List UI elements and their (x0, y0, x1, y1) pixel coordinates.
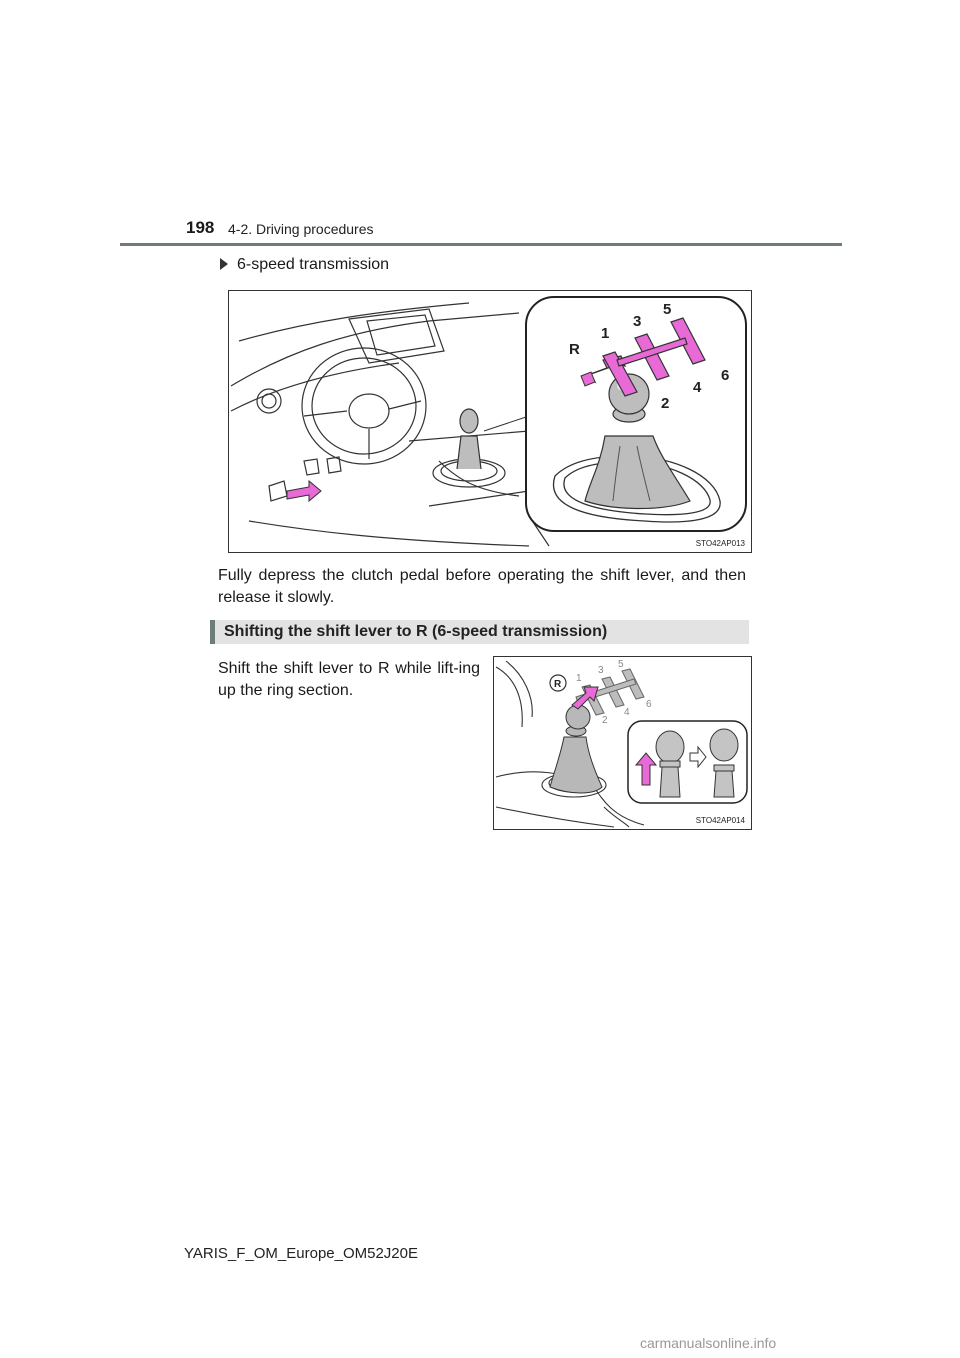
gear-label: 3 (598, 665, 604, 676)
gear-label: R (554, 679, 562, 690)
page-number: 198 (186, 218, 215, 237)
gear-label: 4 (624, 707, 630, 718)
gear-label: 5 (618, 659, 624, 670)
instruction-text: Fully depress the clutch pedal before operating the shift lever, and then release it slowly. (218, 567, 746, 606)
subsection-label: 6-speed transmission (237, 256, 390, 273)
triangle-bullet-icon (220, 258, 228, 270)
figure-code: STO42AP013 (695, 539, 745, 548)
subheading-bar (210, 620, 749, 644)
gear-label: 1 (576, 673, 582, 684)
gear-label: 1 (601, 325, 610, 342)
subsection-bullet (220, 256, 389, 274)
gear-label: 3 (633, 313, 642, 330)
manual-id-footer: YARIS_F_OM_Europe_OM52J20E (184, 1245, 419, 1262)
gear-label: 4 (693, 379, 702, 396)
gear-label: 6 (646, 699, 652, 710)
header-rule (120, 243, 842, 246)
gear-label: 2 (661, 395, 670, 412)
reverse-instruction-text: Shift the shift lever to R while lift-ing up the ring section. (218, 660, 480, 699)
shift-pattern-inset (525, 296, 747, 532)
clutch-arrow-icon (287, 481, 321, 501)
gear-label: 6 (721, 367, 730, 384)
gear-label: 2 (602, 715, 608, 726)
subheading-text: Shifting the shift lever to R (6-speed transmission) (224, 623, 608, 640)
figure-reverse-shift (493, 656, 752, 830)
reverse-shift-illustration (494, 657, 751, 829)
gear-label: 5 (663, 301, 672, 318)
figure-6-speed-shift-pattern (228, 290, 752, 553)
heading-accent (210, 620, 215, 644)
gear-label: R (569, 341, 580, 358)
watermark: carmanualsonline.info (640, 1335, 777, 1351)
section-title: 4-2. Driving procedures (228, 221, 374, 237)
figure-code: STO42AP014 (695, 816, 745, 825)
